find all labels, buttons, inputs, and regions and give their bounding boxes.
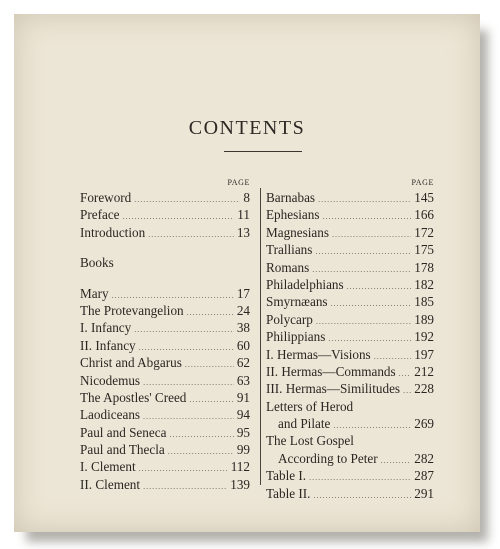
entry-page-number: 60 — [236, 337, 250, 353]
toc-entry — [266, 346, 434, 363]
entry-title: Paul and Thecla — [80, 442, 165, 458]
toc-entry — [266, 206, 434, 223]
toc-entry — [80, 406, 250, 423]
entry-title: II. Clement — [80, 476, 141, 492]
entry-page-number: 189 — [414, 311, 434, 327]
toc-entry — [80, 206, 250, 223]
front-matter-list — [80, 189, 250, 241]
toc-entry — [266, 328, 434, 345]
entry-page-number: 178 — [414, 259, 434, 275]
entry-page-number: 197 — [414, 346, 434, 362]
right-entries-list — [266, 189, 434, 502]
entry-title: Ephesians — [266, 207, 320, 223]
entry-title: According to Peter — [278, 450, 378, 466]
dot-leader — [185, 356, 234, 373]
toc-entry — [266, 293, 434, 310]
entry-title: Table II. — [266, 485, 311, 501]
entry-page-number: 145 — [414, 190, 434, 205]
entry-title: Philadelphians — [266, 276, 344, 292]
toc-entry — [80, 476, 250, 493]
entry-page-number: 38 — [236, 320, 250, 336]
entry-title: II. Infancy — [80, 337, 136, 353]
dot-leader — [313, 487, 411, 504]
entry-title: Introduction — [80, 224, 146, 240]
entry-page-number: 94 — [236, 407, 250, 423]
entry-title: Magnesians — [266, 224, 329, 240]
entry-page-number: 182 — [414, 276, 434, 292]
entry-title: Foreword — [80, 190, 132, 205]
toc-entry — [80, 354, 250, 371]
entry-title: Polycarp — [266, 311, 313, 327]
entry-title: The Protevangelion — [80, 302, 184, 318]
title-rule — [224, 151, 302, 152]
entry-page-number: 172 — [414, 224, 434, 240]
toc-entry — [266, 363, 434, 380]
entry-page-number: 8 — [243, 190, 250, 205]
entry-title: Christ and Abgarus — [80, 355, 182, 371]
dot-leader — [309, 469, 411, 486]
toc-entry — [266, 224, 434, 241]
entry-page-number: 212 — [414, 363, 434, 379]
entry-title: Barnabas — [266, 190, 316, 205]
entry-page-number: 291 — [414, 485, 434, 501]
entry-page-number: 24 — [236, 302, 250, 318]
entry-title: The Apostles' Creed — [80, 389, 187, 405]
entry-title: Table I. — [266, 468, 307, 484]
toc-entry — [80, 337, 250, 354]
section-heading-books: Books — [80, 255, 114, 271]
toc-entry — [80, 189, 250, 206]
toc-entry — [80, 389, 250, 406]
entry-title: III. Hermas—Similitudes — [266, 381, 401, 397]
books-list — [80, 285, 250, 494]
dot-leader — [332, 226, 411, 243]
dot-leader — [316, 313, 411, 330]
toc-entry — [80, 224, 250, 241]
dot-leader — [315, 243, 411, 260]
entry-page-number: 63 — [236, 372, 250, 388]
toc-entry — [266, 450, 434, 467]
dot-leader — [187, 304, 234, 321]
entry-page-number: 95 — [236, 424, 250, 440]
toc-entry — [80, 285, 250, 302]
toc-entry — [266, 467, 434, 484]
dot-leader — [322, 208, 411, 225]
entry-title: Nicodemus — [80, 372, 141, 388]
toc-entry — [266, 241, 434, 258]
entry-title: Laodiceans — [80, 407, 141, 423]
toc-entry — [266, 380, 434, 397]
page-column-label: PAGE — [227, 178, 250, 187]
toc-entry — [266, 432, 434, 449]
entry-title: Preface — [80, 207, 120, 223]
page-title: CONTENTS — [188, 117, 306, 139]
toc-entry — [266, 415, 434, 432]
page-column-label: PAGE — [411, 178, 434, 187]
dot-leader — [347, 278, 412, 295]
entry-page-number: 166 — [414, 207, 434, 223]
entry-title: The Lost Gospel — [266, 433, 354, 449]
entry-page-number: 269 — [414, 416, 434, 432]
entry-title: Mary — [80, 285, 109, 301]
toc-entry — [80, 424, 250, 441]
dot-leader — [168, 443, 234, 460]
dot-leader — [403, 382, 411, 399]
entry-page-number: 228 — [414, 381, 434, 397]
entry-title: and Pilate — [278, 416, 331, 432]
entry-page-number: 112 — [230, 459, 250, 475]
toc-entry — [80, 302, 250, 319]
entry-page-number: 282 — [414, 450, 434, 466]
entry-title: I. Infancy — [80, 320, 132, 336]
entry-title: I. Hermas—Visions — [266, 346, 371, 362]
entry-page-number: 175 — [414, 242, 434, 258]
entry-title: Romans — [266, 259, 310, 275]
entry-title: II. Hermas—Commands — [266, 363, 396, 379]
entry-page-number: 287 — [414, 468, 434, 484]
toc-entry — [266, 259, 434, 276]
dot-leader — [381, 452, 412, 469]
entry-page-number: 62 — [236, 355, 250, 371]
entry-page-number: 192 — [414, 329, 434, 345]
dot-leader — [143, 478, 227, 495]
entry-title: Smyrnæans — [266, 294, 328, 310]
dot-leader — [134, 191, 240, 208]
left-column — [80, 176, 250, 493]
dot-leader — [148, 226, 234, 243]
toc-entry — [266, 189, 434, 206]
entry-page-number: 11 — [237, 207, 250, 223]
dot-leader — [139, 460, 228, 477]
entry-page-number: 91 — [236, 389, 250, 405]
entry-page-number: 99 — [236, 442, 250, 458]
toc-entry — [80, 319, 250, 336]
section-gap — [80, 272, 250, 285]
dot-leader — [189, 391, 233, 408]
entry-title: Paul and Seneca — [80, 424, 167, 440]
entry-title: Philippians — [266, 329, 326, 345]
entry-page-number: 185 — [414, 294, 434, 310]
toc-entry — [80, 458, 250, 475]
toc-entry — [266, 485, 434, 502]
toc-entry — [266, 398, 434, 415]
entry-page-number: 139 — [230, 476, 250, 492]
toc-entry — [266, 311, 434, 328]
dot-leader — [169, 426, 233, 443]
toc-entry — [80, 441, 250, 458]
dot-leader — [331, 295, 412, 312]
dot-leader — [399, 365, 412, 382]
entry-title: Trallians — [266, 242, 313, 258]
entry-title: I. Clement — [80, 459, 136, 475]
entry-title: Letters of Herod — [266, 398, 354, 414]
dot-leader — [134, 321, 234, 338]
entry-page-number: 13 — [236, 224, 250, 240]
book-page — [14, 14, 480, 532]
column-divider — [260, 188, 261, 485]
toc-entry — [80, 372, 250, 389]
toc-entry — [266, 276, 434, 293]
entry-page-number: 17 — [236, 285, 250, 301]
dot-leader — [318, 191, 411, 208]
right-column — [266, 176, 434, 502]
